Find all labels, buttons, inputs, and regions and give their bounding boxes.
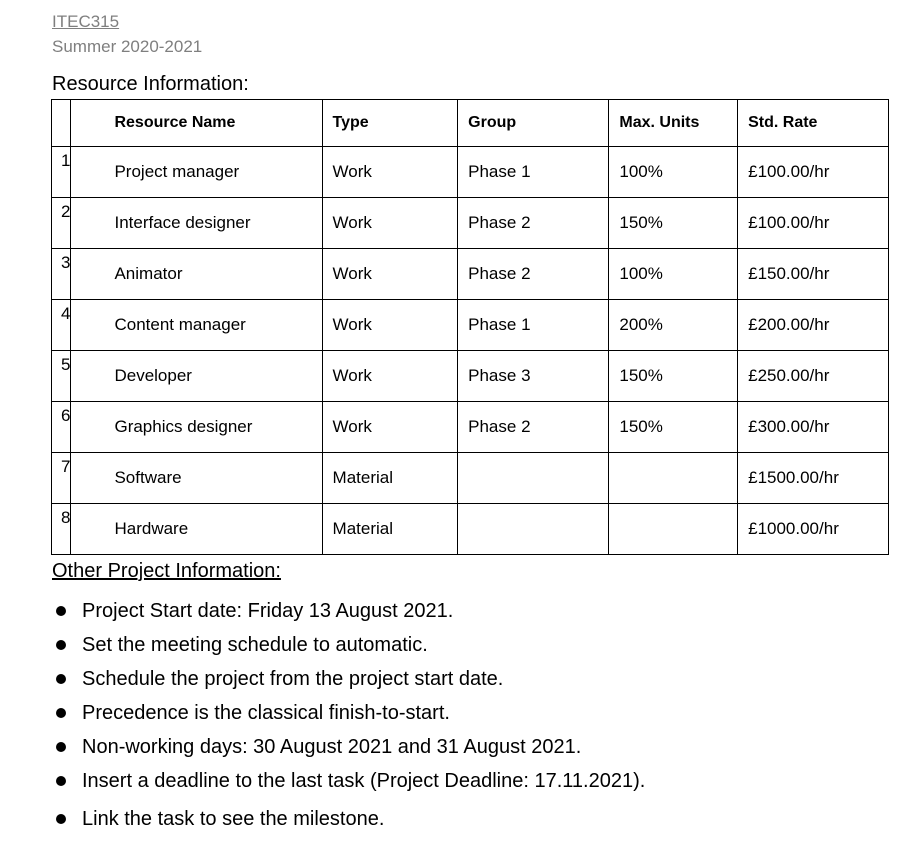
row-number: 5	[52, 351, 71, 402]
table-row	[52, 198, 889, 249]
list-item-text: Project Start date: Friday 13 August 2021.	[82, 600, 454, 622]
list-item	[52, 804, 645, 838]
type-cell: Work	[322, 300, 458, 351]
other-info-section-title: Other Project Information:	[52, 560, 281, 582]
table-row	[52, 300, 889, 351]
resource-section-title: Resource Information:	[52, 73, 249, 95]
column-header-max-units: Max. Units	[609, 100, 738, 147]
list-item	[52, 698, 645, 732]
list-item-text: Set the meeting schedule to automatic.	[82, 634, 428, 656]
group-cell: Phase 2	[458, 249, 609, 300]
course-code: ITEC315	[52, 12, 120, 31]
std-rate-cell: £300.00/hr	[738, 402, 889, 453]
bullet-icon	[56, 776, 66, 786]
type-cell: Work	[322, 147, 458, 198]
list-item	[52, 732, 645, 766]
max-units-cell: 100%	[609, 249, 738, 300]
table-row	[52, 147, 889, 198]
list-item-text: Insert a deadline to the last task (Project Deadline: 17.11.2021).	[82, 770, 646, 792]
list-item	[52, 664, 645, 698]
table-header-row	[52, 100, 889, 147]
list-item	[52, 596, 645, 630]
max-units-cell: 150%	[609, 198, 738, 249]
group-cell: Phase 2	[458, 198, 609, 249]
bullet-icon	[56, 814, 66, 824]
row-number: 4	[52, 300, 71, 351]
std-rate-cell: £150.00/hr	[738, 249, 889, 300]
max-units-cell	[609, 504, 738, 555]
group-cell: Phase 2	[458, 402, 609, 453]
term-label: Summer 2020-2021	[52, 37, 203, 56]
row-number: 3	[52, 249, 71, 300]
list-item-text: Schedule the project from the project start date.	[82, 668, 504, 690]
table-row	[52, 453, 889, 504]
max-units-cell: 150%	[609, 351, 738, 402]
group-cell	[458, 504, 609, 555]
max-units-cell	[609, 453, 738, 504]
list-item-text: Non-working days: 30 August 2021 and 31 August 2021.	[82, 736, 582, 758]
max-units-cell: 200%	[609, 300, 738, 351]
type-cell: Work	[322, 249, 458, 300]
group-cell	[458, 453, 609, 504]
std-rate-cell: £250.00/hr	[738, 351, 889, 402]
type-cell: Work	[322, 402, 458, 453]
type-cell: Work	[322, 198, 458, 249]
resource-name-cell: Project manager	[71, 147, 322, 198]
resource-name-cell: Hardware	[71, 504, 322, 555]
list-item-text: Link the task to see the milestone.	[82, 808, 385, 830]
list-item-text: Precedence is the classical finish-to-start.	[82, 702, 450, 724]
table-row	[52, 351, 889, 402]
std-rate-cell: £200.00/hr	[738, 300, 889, 351]
list-item	[52, 766, 645, 800]
std-rate-cell: £1500.00/hr	[738, 453, 889, 504]
std-rate-cell: £100.00/hr	[738, 198, 889, 249]
bullet-icon	[56, 606, 66, 616]
group-cell: Phase 3	[458, 351, 609, 402]
resource-table	[51, 99, 889, 555]
column-header-group: Group	[458, 100, 609, 147]
bullet-icon	[56, 674, 66, 684]
row-number: 2	[52, 198, 71, 249]
column-header-resource-name: Resource Name	[71, 100, 322, 147]
group-cell: Phase 1	[458, 300, 609, 351]
row-number: 7	[52, 453, 71, 504]
row-number: 8	[52, 504, 71, 555]
resource-name-cell: Content manager	[71, 300, 322, 351]
column-header-std-rate: Std. Rate	[738, 100, 889, 147]
table-row	[52, 249, 889, 300]
type-cell: Material	[322, 453, 458, 504]
max-units-cell: 150%	[609, 402, 738, 453]
resource-name-cell: Developer	[71, 351, 322, 402]
resource-name-cell: Interface designer	[71, 198, 322, 249]
bullet-icon	[56, 640, 66, 650]
column-header-number	[52, 100, 71, 147]
column-header-type: Type	[322, 100, 458, 147]
resource-name-cell: Software	[71, 453, 322, 504]
type-cell: Work	[322, 351, 458, 402]
group-cell: Phase 1	[458, 147, 609, 198]
bullet-icon	[56, 708, 66, 718]
list-item	[52, 630, 645, 664]
row-number: 1	[52, 147, 71, 198]
resource-name-cell: Animator	[71, 249, 322, 300]
std-rate-cell: £1000.00/hr	[738, 504, 889, 555]
bullet-icon	[56, 742, 66, 752]
type-cell: Material	[322, 504, 458, 555]
table-row	[52, 504, 889, 555]
other-info-list	[52, 596, 645, 838]
max-units-cell: 100%	[609, 147, 738, 198]
row-number: 6	[52, 402, 71, 453]
resource-name-cell: Graphics designer	[71, 402, 322, 453]
table-row	[52, 402, 889, 453]
std-rate-cell: £100.00/hr	[738, 147, 889, 198]
